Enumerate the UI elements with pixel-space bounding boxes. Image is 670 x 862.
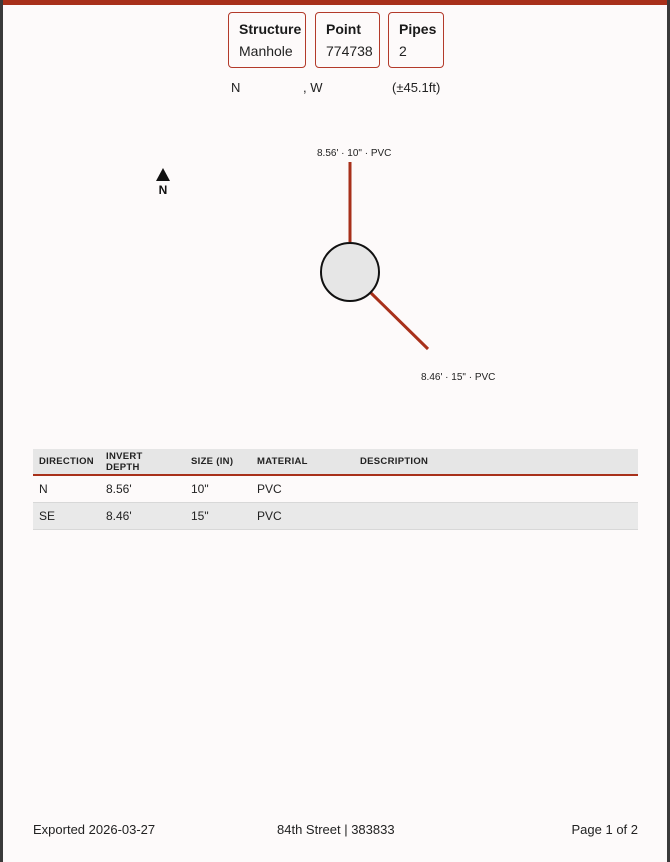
cell-size: 15" (185, 503, 251, 530)
col-direction: DIRECTION (33, 449, 100, 475)
col-invert-depth: INVERT DEPTH (100, 449, 185, 475)
table-header-row (33, 449, 638, 475)
cell-material: PVC (251, 503, 354, 530)
col-size: SIZE (IN) (185, 449, 251, 475)
pipes-card-label: Pipes (399, 21, 437, 37)
table-row (33, 503, 638, 530)
col-description: DESCRIPTION (354, 449, 638, 475)
structure-card-value: Manhole (239, 43, 293, 59)
cell-size: 10" (185, 475, 251, 503)
manhole-diagram (3, 0, 667, 440)
manhole-circle (321, 243, 379, 301)
table-row (33, 475, 638, 503)
col-material: MATERIAL (251, 449, 354, 475)
north-label: N (158, 183, 168, 197)
cell-depth: 8.56' (100, 475, 185, 503)
structure-card-label: Structure (239, 21, 302, 37)
cell-direction: N (33, 475, 100, 503)
footer-exported: Exported 2026-03-27 (33, 822, 156, 837)
cell-direction: SE (33, 503, 100, 530)
footer-page-number: Page 1 of 2 (571, 822, 638, 837)
longitude-prefix: , W (303, 80, 323, 95)
cell-description (354, 503, 638, 530)
report-page (3, 0, 667, 862)
pipe-southeast-line (371, 293, 428, 349)
cell-depth: 8.46' (100, 503, 185, 530)
pipes-table (33, 449, 638, 530)
pipe-southeast-label: 8.46' · 15" · PVC (421, 372, 496, 383)
pipe-north-label: 8.56' · 10" · PVC (317, 148, 392, 159)
cell-material: PVC (251, 475, 354, 503)
point-card-label: Point (326, 21, 361, 37)
point-card-value: 774738 (326, 43, 373, 59)
latitude-prefix: N (231, 80, 241, 95)
accuracy-text: (±45.1ft) (392, 80, 441, 95)
cell-description (354, 475, 638, 503)
pipes-card-value: 2 (399, 43, 407, 59)
footer-location: 84th Street | 383833 (277, 822, 395, 837)
